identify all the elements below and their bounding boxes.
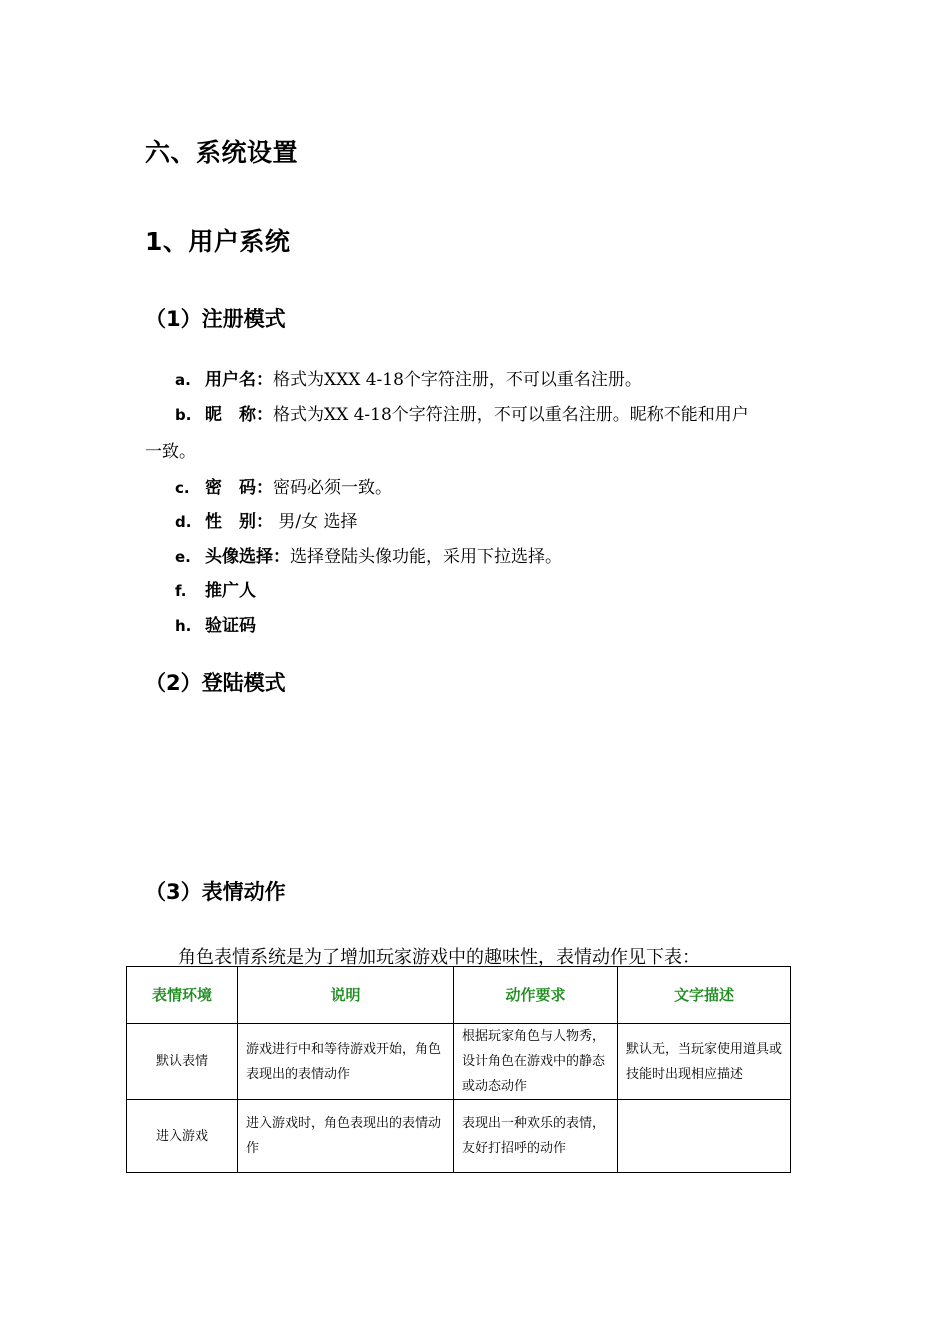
table-cell: 默认无，当玩家使用道具或技能时出现相应描述 <box>618 1024 791 1100</box>
register-heading: （1）注册模式 <box>145 307 286 331</box>
register-item-nickname-continuation: 一致。 <box>145 442 196 462</box>
item-label: f. <box>175 582 187 600</box>
item-key: 昵 称： <box>205 405 273 425</box>
section-title: 六、系统设置 <box>145 138 299 167</box>
table-header-cell: 动作要求 <box>454 967 618 1024</box>
item-key: 推广人 <box>205 581 256 601</box>
item-text: 男/女 选择 <box>273 512 358 532</box>
register-item-gender <box>175 505 358 540</box>
register-item-referrer <box>175 574 256 609</box>
register-item-avatar <box>175 540 562 575</box>
register-item-username <box>175 363 642 398</box>
register-item-password <box>175 471 392 506</box>
item-label: h. <box>175 617 192 635</box>
table-cell: 进入游戏 <box>127 1100 238 1173</box>
item-label: e. <box>175 548 191 566</box>
item-text: 格式为XX 4-18个字符注册，不可以重名注册。昵称不能和用户 <box>273 405 749 425</box>
item-label: c. <box>175 479 190 497</box>
table-cell: 默认表情 <box>127 1024 238 1100</box>
table-cell: 根据玩家角色与人物秀，设计角色在游戏中的静态或动态动作 <box>454 1024 618 1100</box>
item-text: 格式为XXX 4-18个字符注册，不可以重名注册。 <box>273 370 642 390</box>
table-cell: 进入游戏时，角色表现出的表情动作 <box>238 1100 454 1173</box>
login-heading: （2）登陆模式 <box>145 671 286 695</box>
table-row <box>127 1024 791 1100</box>
subsection-title: 1、用户系统 <box>145 227 291 256</box>
item-key: 验证码 <box>205 616 256 636</box>
item-key: 用户名： <box>205 370 273 390</box>
table-header-cell: 表情环境 <box>127 967 238 1024</box>
emotes-heading: （3）表情动作 <box>145 880 286 904</box>
register-item-captcha <box>175 609 256 644</box>
register-item-nickname <box>175 398 749 433</box>
item-key: 性 别： <box>205 512 273 532</box>
table-row <box>127 1100 791 1173</box>
item-text: 密码必须一致。 <box>273 478 392 498</box>
emotes-table <box>126 966 791 1173</box>
table-cell <box>618 1100 791 1173</box>
table-header-cell: 说明 <box>238 967 454 1024</box>
emotes-intro: 角色表情系统是为了增加玩家游戏中的趣味性，表情动作见下表： <box>178 947 700 968</box>
table-cell: 游戏进行中和等待游戏开始，角色表现出的表情动作 <box>238 1024 454 1100</box>
table-header-cell: 文字描述 <box>618 967 791 1024</box>
item-key: 密 码： <box>205 478 273 498</box>
item-key: 头像选择： <box>205 547 290 567</box>
table-cell: 表现出一种欢乐的表情，友好打招呼的动作 <box>454 1100 618 1173</box>
item-label: d. <box>175 513 192 531</box>
item-label: b. <box>175 406 192 424</box>
item-label: a. <box>175 371 191 389</box>
table-header-row <box>127 967 791 1024</box>
item-text: 选择登陆头像功能，采用下拉选择。 <box>290 547 562 567</box>
